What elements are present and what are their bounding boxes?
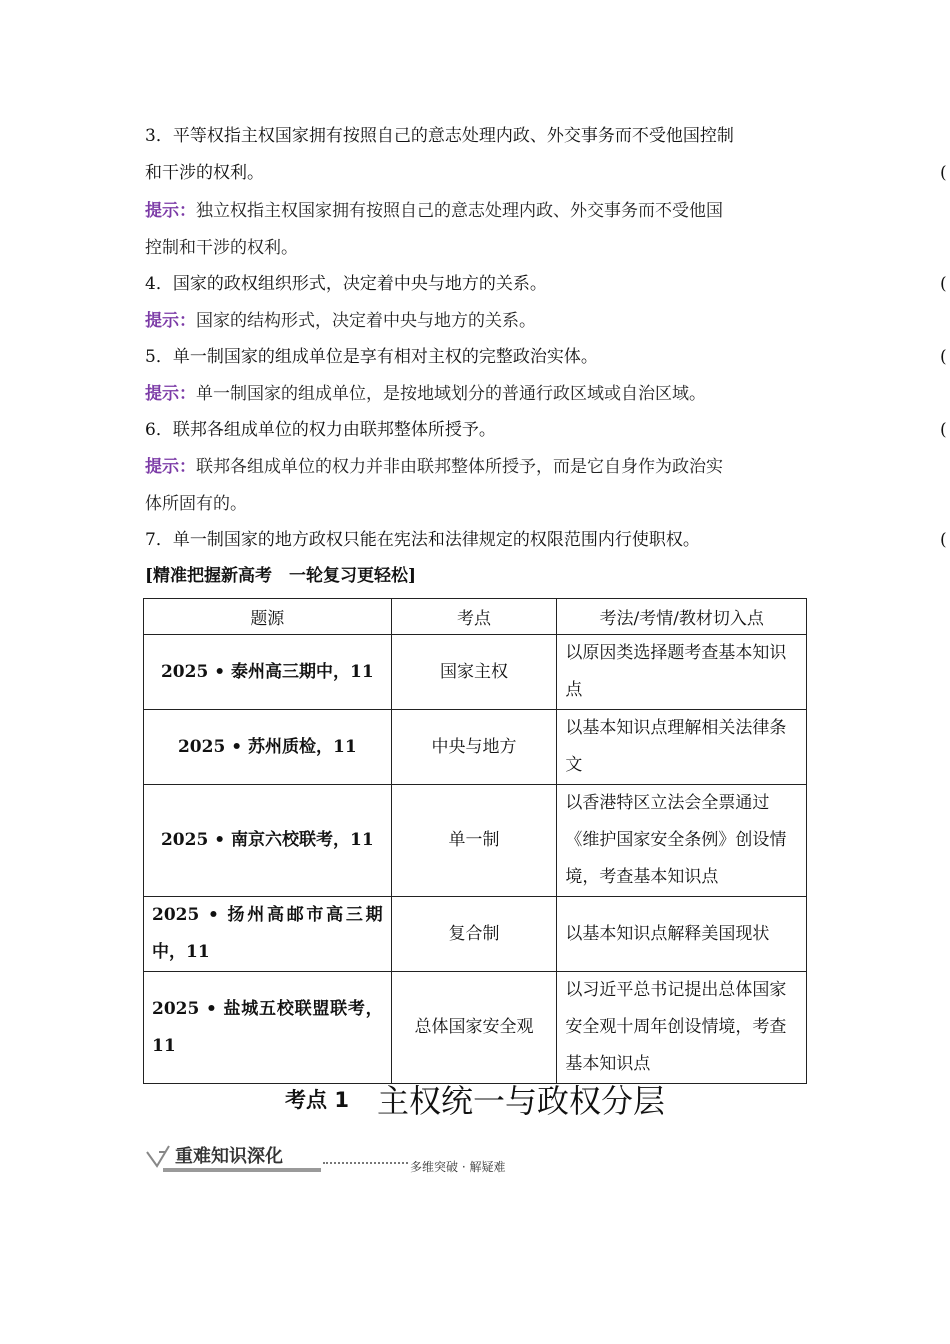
hint-4 [145, 310, 536, 332]
banner-dotted-leader [323, 1162, 408, 1164]
header-source: 题源 [144, 599, 392, 635]
hint-5 [145, 383, 706, 405]
banner-underline [163, 1168, 321, 1172]
hint-label: 提示： [145, 311, 196, 331]
answer-paren: ( [940, 163, 947, 183]
cell-source: 2025 • 扬州高邮市高三期中，11 [144, 897, 392, 972]
table-header-row [144, 599, 807, 635]
cell-source: 2025 • 盐城五校联盟联考，11 [144, 972, 392, 1084]
section-title: [精准把握新高考 一轮复习更轻松] [145, 566, 417, 586]
header-topic: 考点 [391, 599, 557, 635]
cell-approach: 以基本知识点解释美国现状 [557, 897, 807, 972]
header-approach: 考法/考情/教材切入点 [557, 599, 807, 635]
cell-approach: 以习近平总书记提出总体国家安全观十周年创设情境，考查基本知识点 [557, 972, 807, 1084]
topic-label: 考点 1 [285, 1088, 349, 1112]
cell-approach: 以基本知识点理解相关法律条文 [557, 710, 807, 785]
answer-paren: ( [940, 347, 947, 367]
table-row [144, 785, 807, 897]
hint-text: 联邦各组成单位的权力并非由联邦整体所授予，而是它自身作为政治实 [196, 457, 723, 477]
cell-source: 2025 • 苏州质检，11 [144, 710, 392, 785]
table-row [144, 635, 807, 710]
hint-3 [145, 200, 723, 222]
question-7: 7．单一制国家的地方政权只能在宪法和法律规定的权限范围内行使职权。 [145, 530, 700, 550]
table-row [144, 897, 807, 972]
table-row [144, 710, 807, 785]
banner-subtitle: 多维突破 · 解疑难 [410, 1160, 506, 1174]
answer-paren: ( [940, 530, 947, 550]
cell-approach: 以原因类选择题考查基本知识点 [557, 635, 807, 710]
hint-text: 国家的结构形式，决定着中央与地方的关系。 [196, 311, 536, 331]
cell-topic: 总体国家安全观 [391, 972, 557, 1084]
answer-paren: ( [940, 274, 947, 294]
cell-source: 2025 • 南京六校联考，11 [144, 785, 392, 897]
question-4: 4．国家的政权组织形式，决定着中央与地方的关系。 [145, 274, 547, 294]
cell-source: 2025 • 泰州高三期中，11 [144, 635, 392, 710]
table-row [144, 972, 807, 1084]
answer-paren: ( [940, 420, 947, 440]
hint-label: 提示： [145, 201, 196, 221]
cell-topic: 单一制 [391, 785, 557, 897]
hint-text: 单一制国家的组成单位，是按地域划分的普通行政区域或自治区域。 [196, 384, 706, 404]
hint-label: 提示： [145, 384, 196, 404]
source-table [143, 598, 807, 1084]
cell-topic: 国家主权 [391, 635, 557, 710]
question-6: 6．联邦各组成单位的权力由联邦整体所授予。 [145, 420, 496, 440]
topic-heading [0, 1076, 950, 1122]
cell-approach: 以香港特区立法会全票通过《维护国家安全条例》创设情境，考查基本知识点 [557, 785, 807, 897]
question-3-cont: 和干涉的权利。 [145, 163, 264, 183]
hint-text: 独立权指主权国家拥有按照自己的意志处理内政、外交事务而不受他国 [196, 201, 723, 221]
hint-6-cont: 体所固有的。 [145, 494, 247, 514]
cell-topic: 复合制 [391, 897, 557, 972]
hint-6 [145, 456, 723, 478]
section-banner [145, 1140, 565, 1180]
question-5: 5．单一制国家的组成单位是享有相对主权的完整政治实体。 [145, 347, 598, 367]
hint-label: 提示： [145, 457, 196, 477]
banner-title: 重难知识深化 [175, 1146, 283, 1167]
hint-3-cont: 控制和干涉的权利。 [145, 238, 298, 258]
question-3: 3．平等权指主权国家拥有按照自己的意志处理内政、外交事务而不受他国控制 [145, 126, 734, 146]
cell-topic: 中央与地方 [391, 710, 557, 785]
topic-title: 主权统一与政权分层 [376, 1082, 665, 1120]
